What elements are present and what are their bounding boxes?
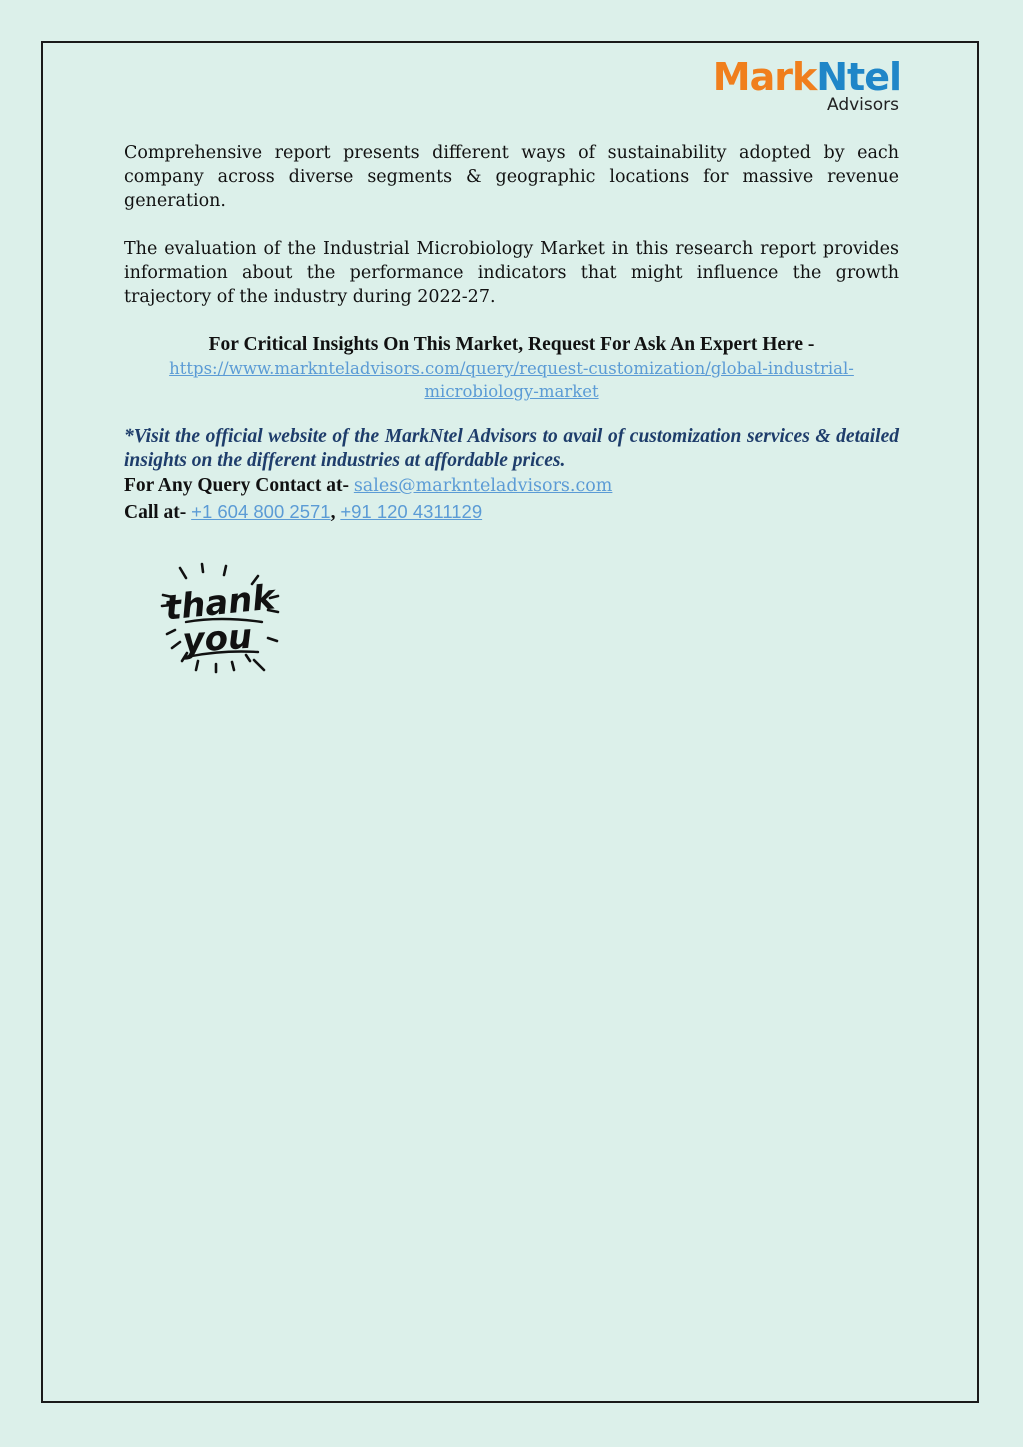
query-contact-line [124,473,899,499]
intro-paragraph: Comprehensive report presents different ways of sustainability adopted by each company across diverse segments & geographic locations for massive revenue generation. [124,143,899,211]
phone-link-us[interactable]: +1 604 800 2571 [191,501,331,522]
document-body [124,141,899,525]
call-line [124,499,899,525]
thank-you-text-line2: you [181,616,254,662]
logo-brand [712,55,901,99]
query-contact-label: For Any Query Contact at- [124,475,349,496]
ask-expert-section [124,333,899,403]
email-link[interactable]: sales@marknteladvisors.com [353,476,613,496]
ask-expert-link[interactable] [124,357,899,403]
logo-brand-ntel: Ntel [816,55,901,99]
phone-link-india[interactable]: +91 120 4311129 [340,501,483,522]
thank-you-lettering-icon [158,562,284,676]
ask-expert-link-line2[interactable]: microbiology-market [424,382,599,401]
logo-brand-mark: Mark [712,55,817,99]
ask-expert-link-line1[interactable]: https://www.marknteladvisors.com/query/request-customization/global-industrial- [169,359,854,378]
marknetl-logo [712,55,901,115]
thank-you-text-line1: thank [162,577,277,629]
evaluation-paragraph: The evaluation of the Industrial Microbiology Market in this research report provides information about the performance indicators that might influence the growth trajectory of the industry during 2022-27. [124,239,899,307]
logo-subtitle: Advisors [826,95,899,115]
call-label: Call at- [124,502,187,523]
visit-website-note: *Visit the official website of the MarkNtel Advisors to avail of customization services & detailed insights on the different industries at affordable prices. [124,426,899,471]
ask-expert-title: For Critical Insights On This Market, Request For Ask An Expert Here - [208,334,815,355]
phone-separator: , [330,502,336,523]
